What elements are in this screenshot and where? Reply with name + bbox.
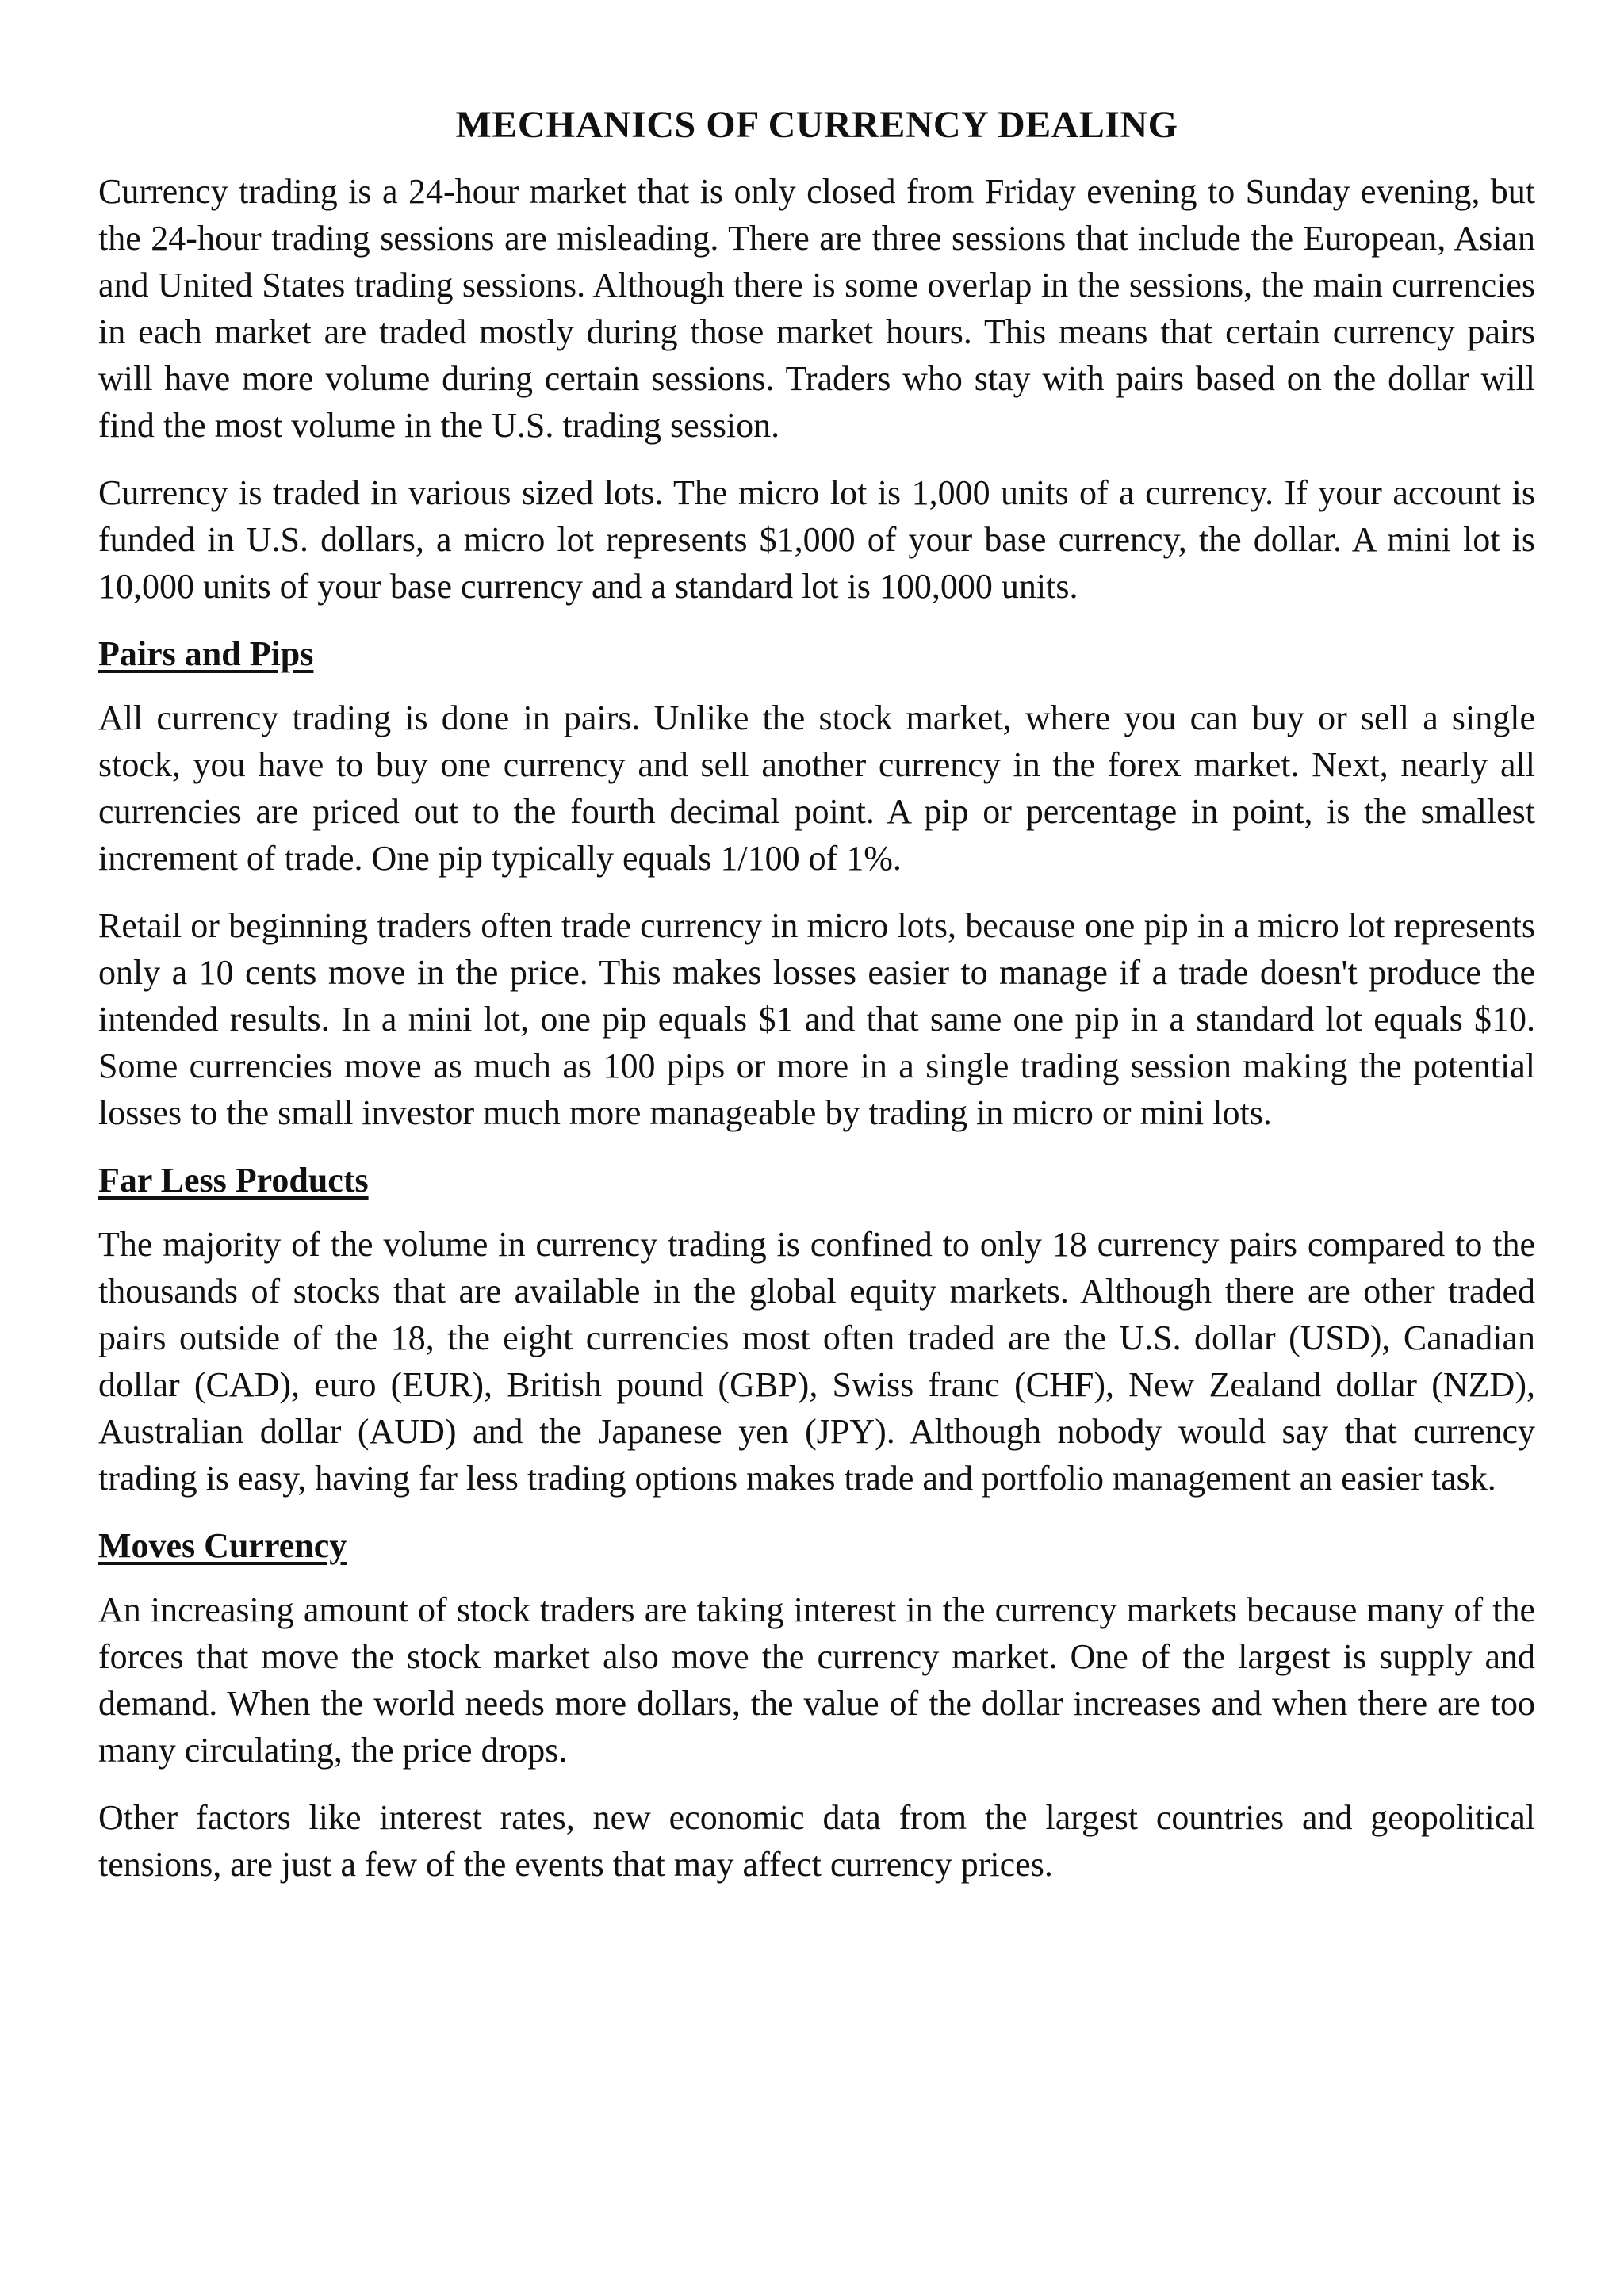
intro-paragraph-1: Currency trading is a 24-hour market that is only closed from Friday evening to Sunday evening, but the 24-hour trading sessions are misleading. There are three sessions that include the European, Asian and United States trading sessions. Although there is some overlap in the sessions, the main currencies in each market are traded mostly during those market hours. This means that certain currency pairs will have more volume during certain sessions. Traders who stay with pairs based on the dollar will find the most volume in the U.S. trading session.: [98, 172, 1535, 445]
intro-paragraph-2: Currency is traded in various sized lots. The micro lot is 1,000 units of a currency. If your account is funded in U.S. dollars, a micro lot represents $1,000 of your base currency, the dollar. A mini lot is 10,000 units of your base currency and a standard lot is 100,000 units.: [98, 473, 1535, 606]
moves-currency-paragraph-1: An increasing amount of stock traders are taking interest in the currency markets because many of the forces that move the stock market also move the currency market. One of the largest is supply and demand. When the world needs more dollars, the value of the dollar increases and when there are too many circulating, the price drops.: [98, 1590, 1535, 1770]
section-heading-pairs-and-pips: Pairs and Pips: [98, 634, 314, 673]
far-less-products-paragraph-1: The majority of the volume in currency trading is confined to only 18 currency pairs compared to the thousands of stocks that are available in the global equity markets. Although there are other traded pairs outside of the 18, the eight currencies most often traded are the U.S. dollar (USD), Canadian dollar (CAD), euro (EUR), British pound (GBP), Swiss franc (CHF), New Zealand dollar (NZD), Australian dollar (AUD) and the Japanese yen (JPY). Although nobody would say that currency trading is easy, having far less trading options makes trade and portfolio management an easier task.: [98, 1225, 1535, 1498]
pairs-and-pips-paragraph-2: Retail or beginning traders often trade currency in micro lots, because one pip in a micro lot represents only a 10 cents move in the price. This makes losses easier to manage if a trade doesn't produce the intended results. In a mini lot, one pip equals $1 and that same one pip in a standard lot equals $10. Some currencies move as much as 100 pips or more in a single trading session making the potential losses to the small investor much more manageable by trading in micro or mini lots.: [98, 906, 1535, 1132]
document-title: MECHANICS OF CURRENCY DEALING: [455, 104, 1178, 146]
moves-currency-paragraph-2: Other factors like interest rates, new economic data from the largest countries and geopolitical tensions, are just a few of the events that may affect currency prices.: [98, 1798, 1535, 1884]
section-heading-far-less-products: Far Less Products: [98, 1161, 369, 1200]
document-body: [98, 101, 1535, 1908]
pairs-and-pips-paragraph-1: All currency trading is done in pairs. Unlike the stock market, where you can buy or sell a single stock, you have to buy one currency and sell another currency in the forex market. Next, nearly all currencies are priced out to the fourth decimal point. A pip or percentage in point, is the smallest increment of trade. One pip typically equals 1/100 of 1%.: [98, 698, 1535, 878]
section-heading-moves-currency: Moves Currency: [98, 1526, 347, 1565]
